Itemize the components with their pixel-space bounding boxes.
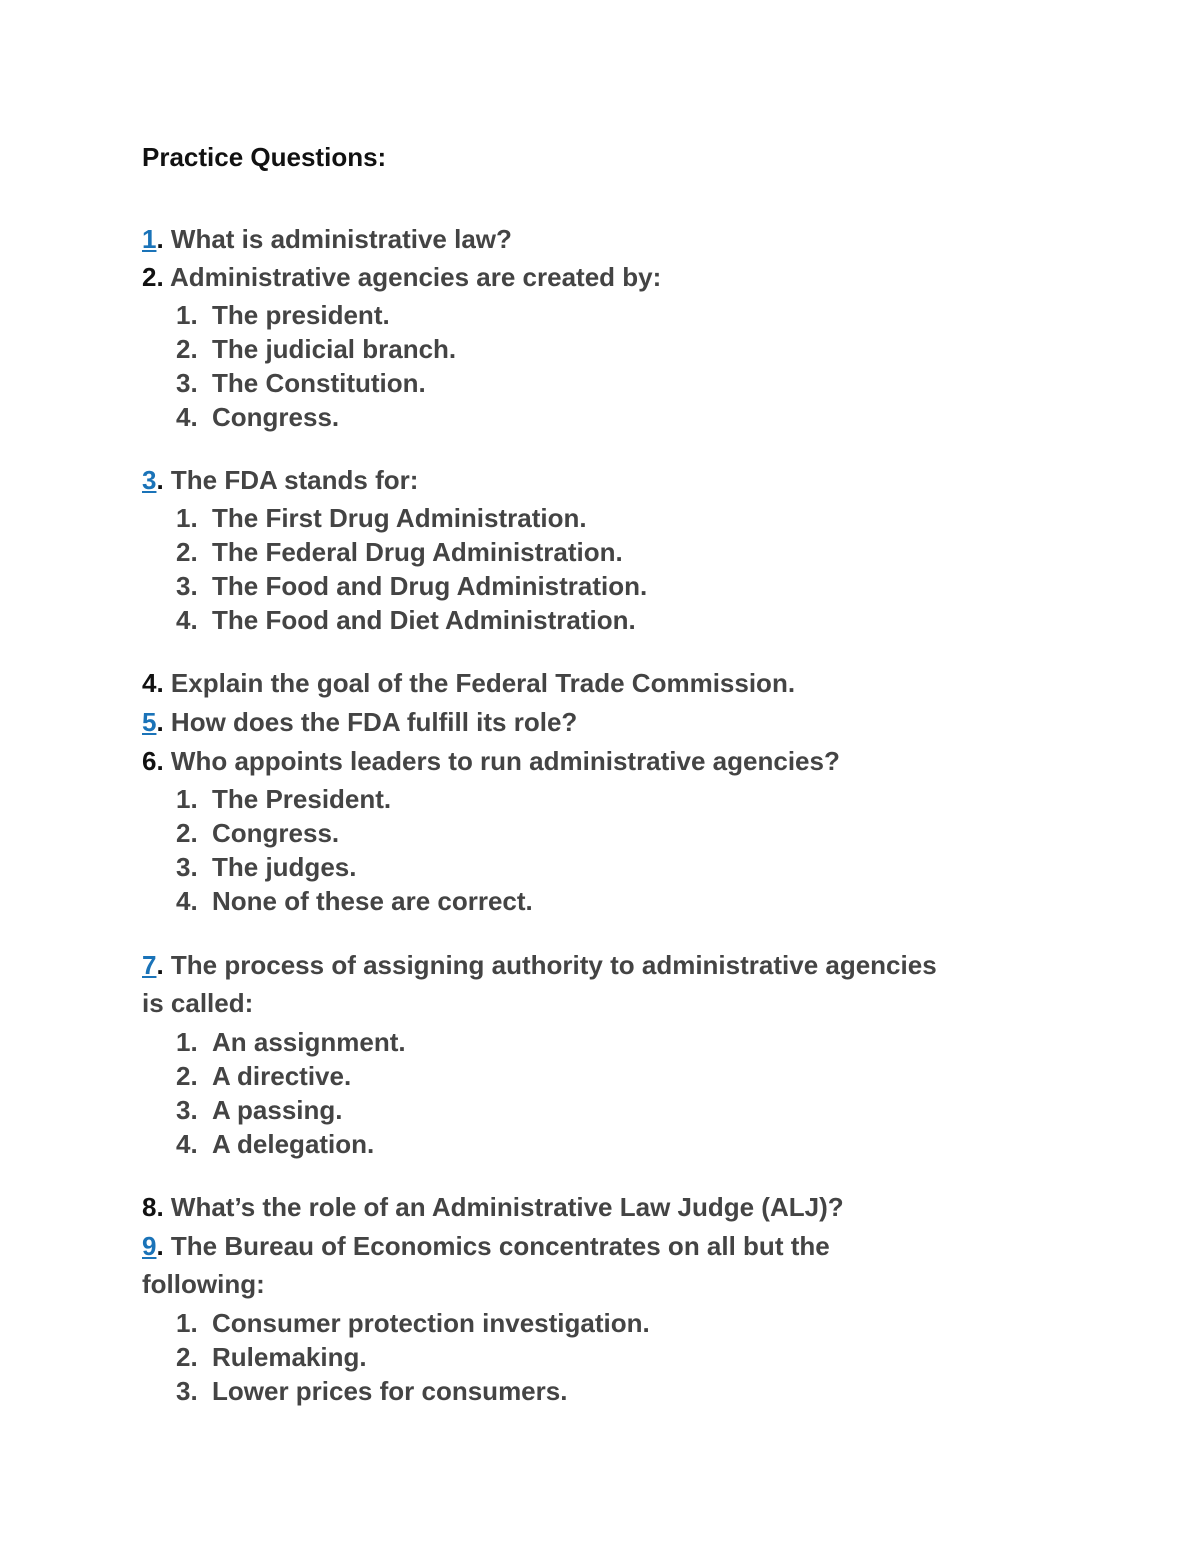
page-title: Practice Questions: [142,142,387,172]
question-2-text: Administrative agencies are created by: [169,262,662,292]
question-1: 1. What is administrative law? [142,224,512,254]
question-3-text: The FDA stands for: [170,465,419,495]
list-item: 4. Congress. [176,402,340,432]
question-9-text-line1: The Bureau of Economics concentrates on all but the [170,1231,830,1261]
question-3-link[interactable]: 3 [142,465,157,495]
question-9-options [176,1306,650,1408]
question-4: 4. Explain the goal of the Federal Trade Commission. [142,668,796,698]
question-7-text-line1: The process of assigning authority to administrative agencies [170,950,937,980]
list-item: 1. The First Drug Administration. [176,503,587,533]
question-9-text-line2: following: [142,1269,265,1299]
list-item: 1. Consumer protection investigation. [176,1308,650,1338]
question-6: 6. Who appoints leaders to run administrative agencies? [142,746,840,776]
question-5-text: How does the FDA fulfill its role? [170,707,578,737]
question-3-options [176,501,647,637]
question-6-number: 6 [142,746,157,776]
question-4-number: 4 [142,668,157,698]
list-item: 4. A delegation. [176,1129,375,1159]
question-4-text: Explain the goal of the Federal Trade Commission. [170,668,796,698]
list-item: 2. The Federal Drug Administration. [176,537,623,567]
list-item: 4. The Food and Diet Administration. [176,605,636,635]
question-1-text: What is administrative law? [170,224,512,254]
question-6-text: Who appoints leaders to run administrative agencies? [170,746,840,776]
question-8-number: 8 [142,1192,157,1222]
question-2-number: 2 [142,262,157,292]
question-7: 7. The process of assigning authority to administrative agencies is called: [142,950,937,1018]
list-item: 2. A directive. [176,1061,352,1091]
question-3: 3. The FDA stands for: [142,465,419,495]
question-7-link[interactable]: 7 [142,950,157,980]
list-item: 1. An assignment. [176,1027,406,1057]
list-item: 3. The Food and Drug Administration. [176,571,648,601]
list-item: 3. The judges. [176,852,357,882]
list-item: 3. The Constitution. [176,368,426,398]
list-item: 1. The president. [176,300,390,330]
question-7-text-line2: is called: [142,988,254,1018]
question-7-options [176,1025,406,1161]
list-item: 3. Lower prices for consumers. [176,1376,568,1406]
question-8: 8. What’s the role of an Administrative Law Judge (ALJ)? [142,1192,844,1222]
question-8-text: What’s the role of an Administrative Law Judge (ALJ)? [170,1192,844,1222]
question-2-options [176,298,456,434]
list-item: 2. The judicial branch. [176,334,457,364]
question-5-link[interactable]: 5 [142,707,157,737]
list-item: 4. None of these are correct. [176,886,533,916]
question-5: 5. How does the FDA fulfill its role? [142,707,578,737]
list-item: 3. A passing. [176,1095,343,1125]
question-2: 2. Administrative agencies are created by: [142,262,662,292]
list-item: 1. The President. [176,784,392,814]
question-6-options [176,782,533,918]
list-item: 2. Congress. [176,818,340,848]
list-item: 2. Rulemaking. [176,1342,367,1372]
question-9-link[interactable]: 9 [142,1231,157,1261]
question-9: 9. The Bureau of Economics concentrates on all but the following: [142,1231,830,1299]
question-1-link[interactable]: 1 [142,224,157,254]
